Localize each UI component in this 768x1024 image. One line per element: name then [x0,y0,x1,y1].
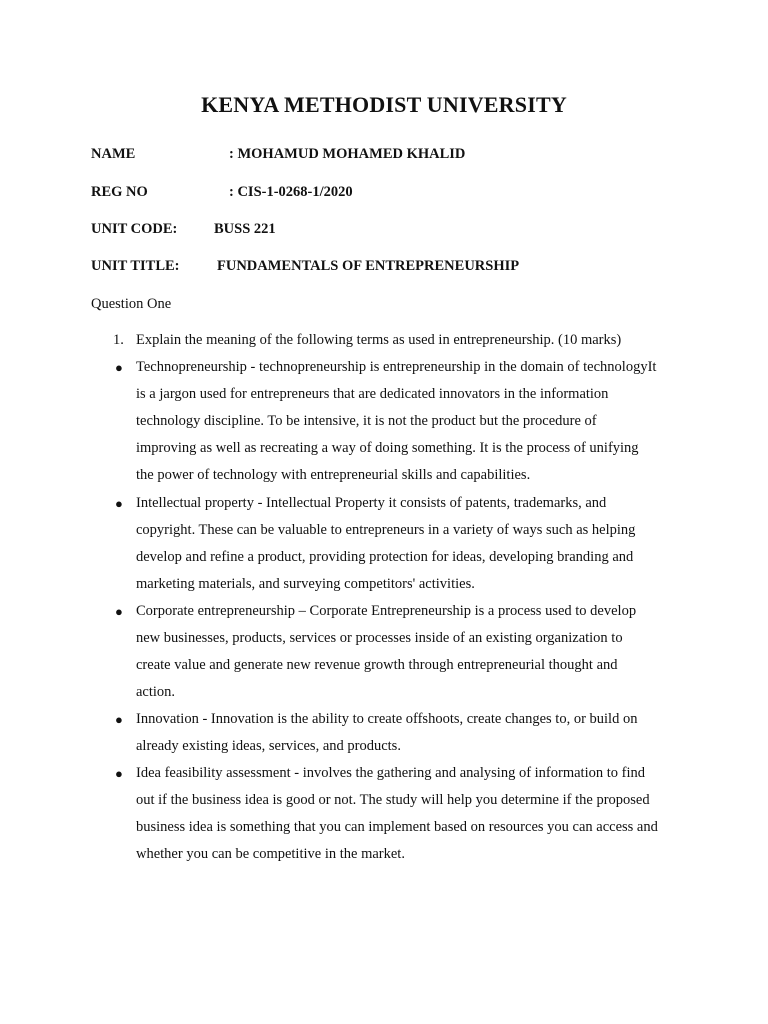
bullet-marker: ● [115,604,123,619]
bullet-text-line: whether you can be competitive in the market. [136,846,405,862]
bullet-text-line: business idea is something that you can implement based on resources you can access and [136,819,658,835]
bullet-text-line: new businesses, products, services or processes inside of an existing organization to [136,630,623,646]
list-number: 1. [113,332,124,348]
bullet-text-line: create value and generate new revenue growth through entrepreneurial thought and [136,657,618,673]
bullet-text-line: copyright. These can be valuable to entrepreneurs in a variety of ways such as helping [136,522,636,538]
bullet-text-line: Corporate entrepreneurship – Corporate Entrepreneurship is a process used to develop [136,603,637,619]
reg-no-value: : CIS-1-0268-1/2020 [229,184,353,200]
unit-code-label: UNIT CODE: [91,221,178,237]
bullet-marker: ● [115,766,123,781]
reg-no-label: REG NO [91,184,148,200]
question-prompt: Explain the meaning of the following terms as used in entrepreneurship. (10 marks) [136,332,622,348]
bullet-marker: ● [115,712,123,727]
bullet-text-line: already existing ideas, services, and products. [136,738,401,754]
unit-title-label: UNIT TITLE: [91,258,180,274]
unit-title-value: FUNDAMENTALS OF ENTREPRENEURSHIP [217,258,520,274]
bullet-text-line: out if the business idea is good or not. The study will help you determine if the proposed [136,792,650,808]
name-label: NAME [91,146,136,162]
bullet-text-line: Idea feasibility assessment - involves the gathering and analysing of information to find [136,765,645,781]
bullet-text-line: is a jargon used for entrepreneurs that are dedicated innovators in the information [136,386,609,402]
unit-code-value: BUSS 221 [214,221,276,237]
question-heading: Question One [91,296,172,312]
bullet-text-line: the power of technology with entrepreneurial skills and capabilities. [136,467,531,483]
bullet-marker: ● [115,496,123,511]
bullet-text-line: Intellectual property - Intellectual Property it consists of patents, trademarks, and [136,495,607,511]
bullet-text-line: action. [136,684,176,700]
bullet-text-line: Innovation - Innovation is the ability to create offshoots, create changes to, or build on [136,711,638,727]
bullet-text-line: marketing materials, and surveying competitors' activities. [136,576,475,592]
name-value: : MOHAMUD MOHAMED KHALID [229,146,466,162]
bullet-marker: ● [115,360,123,375]
bullet-text-line: technology discipline. To be intensive, it is not the product but the procedure of [136,413,597,429]
bullet-text-line: develop and refine a product, providing protection for ideas, developing branding and [136,549,634,565]
bullet-text-line: Technopreneurship - technopreneurship is entrepreneurship in the domain of technologyIt [136,359,657,375]
university-title: KENYA METHODIST UNIVERSITY [201,92,567,117]
bullet-text-line: improving as well as recreating a way of doing something. It is the process of unifying [136,440,639,456]
